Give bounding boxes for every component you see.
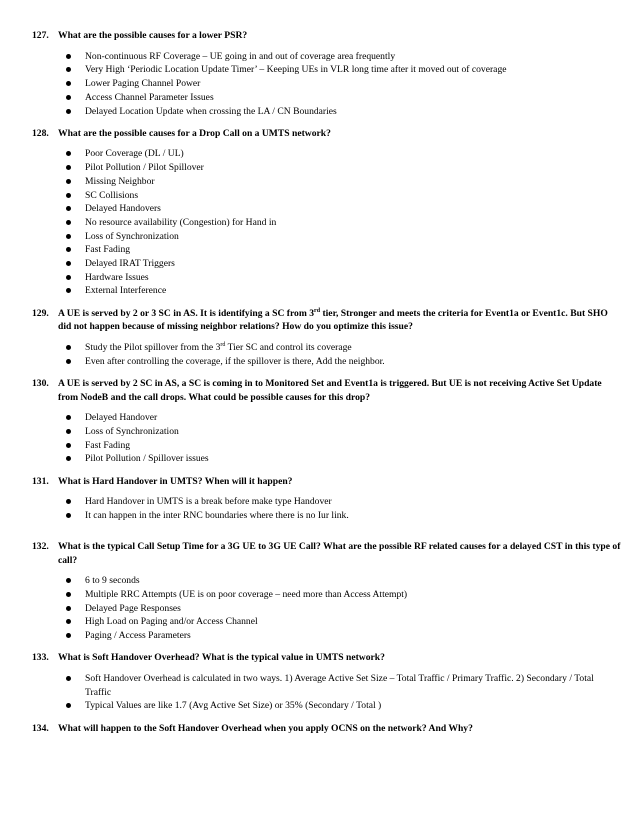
list-item: Soft Handover Overhead is calculated in two ways. 1) Average Active Set Size – Total Traffic / Primary Traffic. 2) Secondary / Total Traffic [85,672,622,699]
question-131 [32,475,622,523]
superscript: rd [220,341,226,348]
list-item: Poor Coverage (DL / UL) [85,147,622,161]
list-item: Paging / Access Parameters [85,629,622,643]
list-item: No resource availability (Congestion) for Hand in [85,216,622,230]
list-item: Delayed Location Update when crossing the LA / CN Boundaries [85,105,622,119]
answer-list [32,495,622,522]
question-number: 132. [32,540,49,552]
question-text: What is Hard Handover in UMTS? When will it happen? [58,475,293,487]
answer-list [32,411,622,466]
list-item: Delayed Handovers [85,202,622,216]
question-128 [32,127,622,298]
question-130 [32,377,622,466]
list-item: Lower Paging Channel Power [85,77,622,91]
list-item: Typical Values are like 1.7 (Avg Active Set Size) or 35% (Secondary / Total ) [85,699,622,713]
question-text: What is the typical Call Setup Time for a 3G UE to 3G UE Call? What are the possible RF related causes for a delayed CST in this type of call? [58,540,621,566]
list-item: Even after controlling the coverage, if the spillover is there, Add the neighbor. [85,355,622,369]
list-item: Missing Neighbor [85,175,622,189]
answer-list [32,672,622,713]
answer-list [32,50,622,119]
question-text-part: tier, Stronger and meets the criteria for Event1a or Event1c. But SHO did not happen because of missing neighbor relations? How do you optimize this issue? [58,307,608,333]
list-item: SC Collisions [85,189,622,203]
list-item [85,341,622,355]
list-item: Non-continuous RF Coverage – UE going in and out of coverage area frequently [85,50,622,64]
question-text [58,307,622,334]
question-text: What will happen to the Soft Handover Overhead when you apply OCNS on the network? And Why? [58,722,473,734]
question-text-part: A UE is served by 2 or 3 SC in AS. It is identifying a SC from 3 [58,307,315,319]
list-item-text: Study the Pilot spillover from the 3 [85,342,221,354]
question-number: 130. [32,377,49,389]
question-132 [32,540,622,643]
list-item: Delayed Page Responses [85,602,622,616]
list-item: Fast Fading [85,439,622,453]
list-item: It can happen in the inter RNC boundaries where there is no Iur link. [85,509,622,523]
list-item: Loss of Synchronization [85,425,622,439]
list-item: Hard Handover in UMTS is a break before make type Handover [85,495,622,509]
answer-list [32,574,622,643]
question-number: 128. [32,127,49,139]
list-item: Delayed IRAT Triggers [85,257,622,271]
question-text: What are the possible causes for a lower PSR? [58,30,248,41]
list-item: Loss of Synchronization [85,230,622,244]
list-item: Very High ‘Periodic Location Update Timer’ – Keeping UEs in VLR long time after it moved out of coverage [85,63,622,77]
superscript: rd [314,307,321,314]
question-134 [32,722,622,736]
question-number: 131. [32,475,49,487]
list-item: 6 to 9 seconds [85,574,622,588]
question-text: What are the possible causes for a Drop Call on a UMTS network? [58,127,331,139]
list-item: Access Channel Parameter Issues [85,91,622,105]
question-number: 134. [32,722,49,734]
list-item: Pilot Pollution / Pilot Spillover [85,161,622,175]
answer-list [32,147,622,298]
question-127 [32,29,622,118]
question-number: 129. [32,307,49,319]
list-item: Fast Fading [85,243,622,257]
list-item: High Load on Paging and/or Access Channel [85,615,622,629]
list-item: Pilot Pollution / Spillover issues [85,452,622,466]
question-text: A UE is served by 2 SC in AS, a SC is coming in to Monitored Set and Event1a is triggered. But UE is not receiving Active Set Update from NodeB and the call drops. What could be possible causes for this drop? [58,377,602,403]
question-129 [32,307,622,369]
list-item: Hardware Issues [85,271,622,285]
question-number: 133. [32,652,49,664]
list-item: Multiple RRC Attempts (UE is on poor coverage – need more than Access Attempt) [85,588,622,602]
question-133 [32,651,622,713]
list-item-text: Tier SC and control its coverage [225,342,352,354]
list-item: Delayed Handover [85,411,622,425]
answer-list [32,341,622,368]
question-number: 127. [32,30,49,41]
question-text: What is Soft Handover Overhead? What is the typical value in UMTS network? [58,652,385,664]
list-item: External Interference [85,284,622,298]
